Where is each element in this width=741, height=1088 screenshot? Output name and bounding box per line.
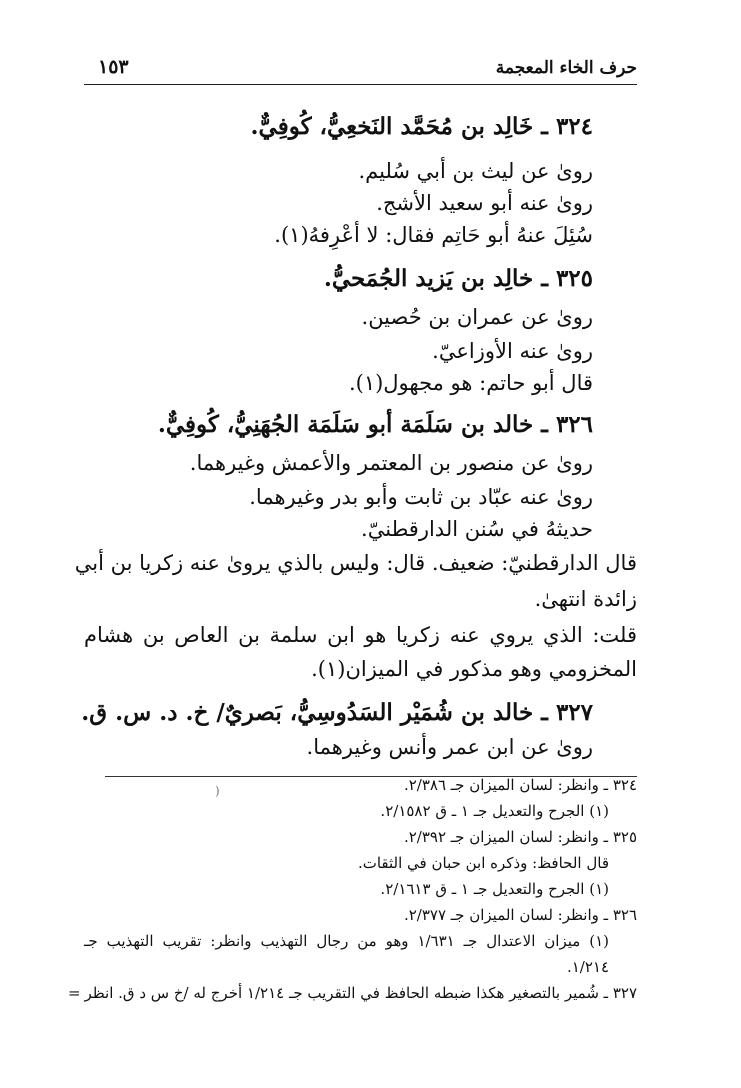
footnote-line: (١) الجرح والتعديل جـ ١ ـ ق ٢/١٦١٣. xyxy=(380,880,609,898)
continuation-mark: = xyxy=(68,984,81,1002)
entry-heading-327: ٣٢٧ ـ خالد بن شُمَيْر السَدُوسِيُّ، بَصريٌ/ خ. د. س. ق. xyxy=(81,699,593,726)
body-line: سُئِلَ عنهُ أبو حَاتِم فقال: لا أعْرِفهُ(١). xyxy=(274,223,593,247)
stray-mark: ) xyxy=(215,784,220,798)
body-line: قال الدارقطنيّ: ضعيف. قال: وليس بالذي يروىٰ عنه زكريا بن أبي xyxy=(74,551,637,575)
footnote-line: (١) الجرح والتعديل جـ ١ ـ ق ٢/١٥٨٢. xyxy=(380,802,609,820)
page-number: ١٥٣ xyxy=(98,56,129,78)
footnote-line: ١/٢١٤. xyxy=(566,958,609,976)
entry-heading-324: ٣٢٤ ـ خَالِد بن مُحَمَّد النَخعِيُّ، كُوفِيٌّ. xyxy=(250,113,593,140)
footnote-line: (١) ميزان الاعتدال جـ ١/٦٣١ وهو من رجال التهذيب وانظر: تقريب التهذيب جـ xyxy=(84,932,609,950)
body-line: روىٰ عن عمران بن حُصين. xyxy=(361,305,593,329)
footnote-line: قال الحافظ: وذكره ابن حبان في الثقات. xyxy=(357,854,609,872)
body-line: حديثهُ في سُنن الدارقطنيّ. xyxy=(361,517,593,541)
page-header xyxy=(84,52,637,85)
body-line: روىٰ عن ابن عمر وأنس وغيرهما. xyxy=(306,735,593,759)
body-line: المخزومي وهو مذكور في الميزان(١). xyxy=(311,657,637,681)
entry-heading-325: ٣٢٥ ـ خالِد بن يَزيد الجُمَحيُّ. xyxy=(323,265,593,292)
entry-heading-326: ٣٢٦ ـ خالد بن سَلَمَة أبو سَلَمَة الجُهَنِيُّ، كُوفِيٌّ. xyxy=(157,411,593,438)
body-line: روىٰ عن ليث بن أبي سُليم. xyxy=(358,159,593,183)
body-line: زائدة انتهىٰ. xyxy=(534,587,637,611)
body-line: روىٰ عنه أبو سعيد الأشج. xyxy=(376,191,593,215)
body-line: قال أبو حاتم: هو مجهول(١). xyxy=(348,371,593,395)
body-line: روىٰ عنه عبّاد بن ثابت وأبو بدر وغيرهما. xyxy=(249,485,593,509)
body-line: روىٰ عنه الأوزاعيّ. xyxy=(432,339,593,363)
body-line: روىٰ عن منصور بن المعتمر والأعمش وغيرهما. xyxy=(189,451,593,475)
footnote-line: ٣٢٦ ـ وانظر: لسان الميزان جـ ٢/٣٧٧. xyxy=(403,906,637,924)
running-title: حرف الخاء المعجمة xyxy=(495,58,637,78)
body-line: قلت: الذي يروي عنه زكريا هو ابن سلمة بن العاص بن هشام xyxy=(84,623,637,647)
footnote-line: ٣٢٥ ـ وانظر: لسان الميزان جـ ٢/٣٩٢. xyxy=(403,828,637,846)
footnote-line: ٣٢٧ ـ شُمير بالتصغير هكذا ضبطه الحافظ في التقريب جـ ١/٢١٤ أخرج له /خ س د ق. انظر xyxy=(84,984,637,1002)
footnote-line: ٣٢٤ ـ وانظر: لسان الميزان جـ ٢/٣٨٦. xyxy=(403,776,637,794)
